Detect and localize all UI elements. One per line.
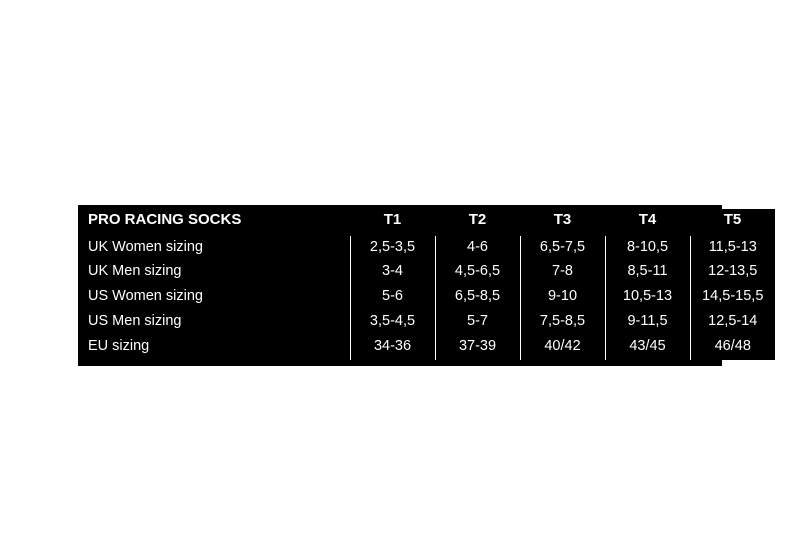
table-row bbox=[84, 236, 775, 261]
column-header-t4: T4 bbox=[638, 211, 657, 228]
size-chart-header bbox=[84, 209, 775, 236]
table-header-row bbox=[84, 209, 775, 236]
chart-title: PRO RACING SOCKS bbox=[88, 211, 242, 228]
table-row bbox=[84, 260, 775, 285]
cell-uk-women-t5: 11,5-13 bbox=[708, 238, 757, 255]
cell-uk-women-t1: 2,5-3,5 bbox=[350, 236, 435, 261]
cell-uk-men-t3: 7-8 bbox=[520, 260, 605, 285]
column-header-t5: T5 bbox=[723, 211, 742, 228]
cell-us-men-t2: 5-7 bbox=[435, 310, 520, 335]
cell-uk-men-t2: 4,5-6,5 bbox=[435, 260, 520, 285]
cell-us-women-t3: 9-10 bbox=[520, 285, 605, 310]
cell-us-men-t1: 3,5-4,5 bbox=[350, 310, 435, 335]
cell-us-women-t4: 10,5-13 bbox=[605, 285, 690, 310]
cell-uk-women-t3: 6,5-7,5 bbox=[520, 236, 605, 261]
row-label-us-women: US Women sizing bbox=[84, 285, 350, 310]
cell-us-men-t5: 12,5-14 bbox=[708, 313, 758, 330]
cell-us-women-t5: 14,5-15,5 bbox=[702, 288, 764, 305]
cell-uk-men-t4: 8,5-11 bbox=[605, 260, 690, 285]
cell-eu-t1: 34-36 bbox=[350, 335, 435, 360]
cell-us-women-t1: 5-6 bbox=[350, 285, 435, 310]
size-chart-body bbox=[84, 236, 775, 361]
cell-us-men-t3: 7,5-8,5 bbox=[520, 310, 605, 335]
row-label-us-men: US Men sizing bbox=[84, 310, 350, 335]
cell-eu-t2: 37-39 bbox=[435, 335, 520, 360]
column-header-t1: T1 bbox=[383, 211, 402, 228]
row-label-uk-women: UK Women sizing bbox=[84, 236, 350, 261]
cell-uk-men-t1: 3-4 bbox=[350, 260, 435, 285]
cell-us-women-t2: 6,5-8,5 bbox=[435, 285, 520, 310]
cell-uk-women-t4: 8-10,5 bbox=[605, 236, 690, 261]
cell-eu-t3: 40/42 bbox=[520, 335, 605, 360]
column-header-t2: T2 bbox=[468, 211, 487, 228]
cell-uk-women-t2: 4-6 bbox=[435, 236, 520, 261]
cell-eu-t4: 43/45 bbox=[605, 335, 690, 360]
size-chart bbox=[78, 205, 764, 366]
cell-uk-men-t5: 12-13,5 bbox=[708, 263, 758, 280]
table-row bbox=[84, 310, 775, 335]
cell-eu-t5: 46/48 bbox=[714, 338, 751, 355]
row-label-uk-men: UK Men sizing bbox=[84, 260, 350, 285]
table-row bbox=[84, 335, 775, 360]
cell-us-men-t4: 9-11,5 bbox=[605, 310, 690, 335]
size-chart-table bbox=[84, 209, 775, 360]
column-header-t3: T3 bbox=[553, 211, 572, 228]
table-row bbox=[84, 285, 775, 310]
row-label-eu: EU sizing bbox=[84, 335, 350, 360]
